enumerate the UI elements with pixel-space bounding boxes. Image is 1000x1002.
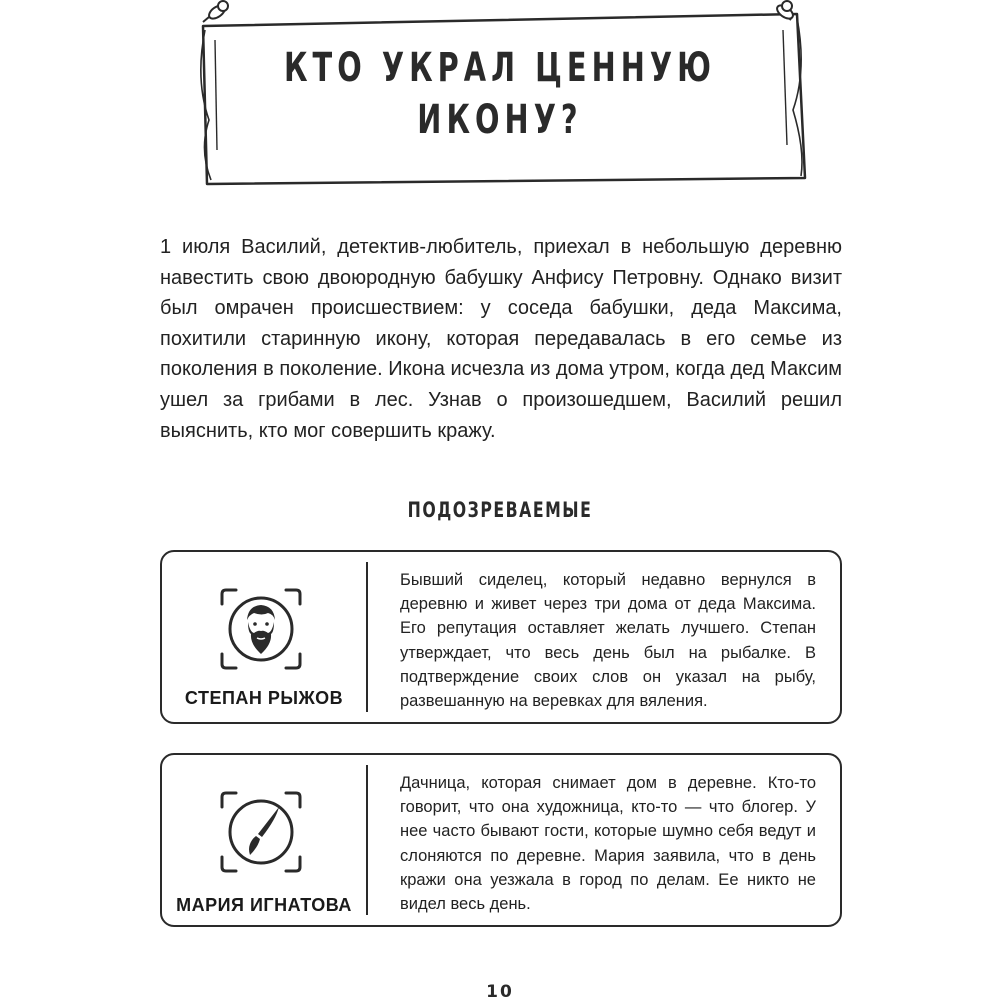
suspect-description: Бывший сиделец, который недавно вернулся в деревню и живет через три дома от деда Максима. Его репутация оставляет желать лучшего. Степан утверждает, что весь день был на рыбалке. В подтверждение своих слов он указал на рыбу, развешанную на веревках для вяления. [400, 571, 816, 711]
paintbrush-icon [218, 789, 304, 875]
page-title [273, 42, 727, 146]
suspects-heading: ПОДОЗРЕВАЕМЫЕ [407, 498, 593, 522]
title-line-2: ИКОНУ? [417, 97, 583, 143]
card-divider [366, 765, 368, 915]
suspect-card-stepan [160, 550, 842, 724]
suspect-description: Дачница, которая снимает дом в деревне. Кто-то говорит, что она художница, кто-то — что блогер. У нее часто бывают гости, которые шумно себя ведут и слоняются по деревне. Мария заявила, что в день кражи она уезжала в город по делам. Ее никто не видел весь день. [400, 774, 816, 914]
bearded-man-icon [218, 586, 304, 672]
suspect-name: СТЕПАН РЫЖОВ [184, 688, 344, 708]
title-banner [185, 0, 815, 200]
page-number: 10 [486, 982, 514, 1002]
intro-paragraph: 1 июля Василий, детектив-любитель, приехал в небольшую деревню навестить свою двоюродную бабушку Анфису Петровну. Однако визит был омрачен происшествием: у соседа бабушки, деда Максима, похитили старинную икону, которая передавалась в его семье из поколения в поколение. Икона исчезла из дома утром, когда дед Максим ушел за грибами в лес. Узнав о произошедшем, Василий решил выяснить, кто мог совершить кражу. [160, 236, 842, 442]
suspect-card-maria [160, 753, 842, 927]
pushpin-left-icon [203, 1, 228, 22]
title-line-1: КТО УКРАЛ ЦЕННУЮ [283, 45, 717, 91]
card-divider [366, 562, 368, 712]
suspect-name: МАРИЯ ИГНАТОВА [176, 895, 352, 915]
